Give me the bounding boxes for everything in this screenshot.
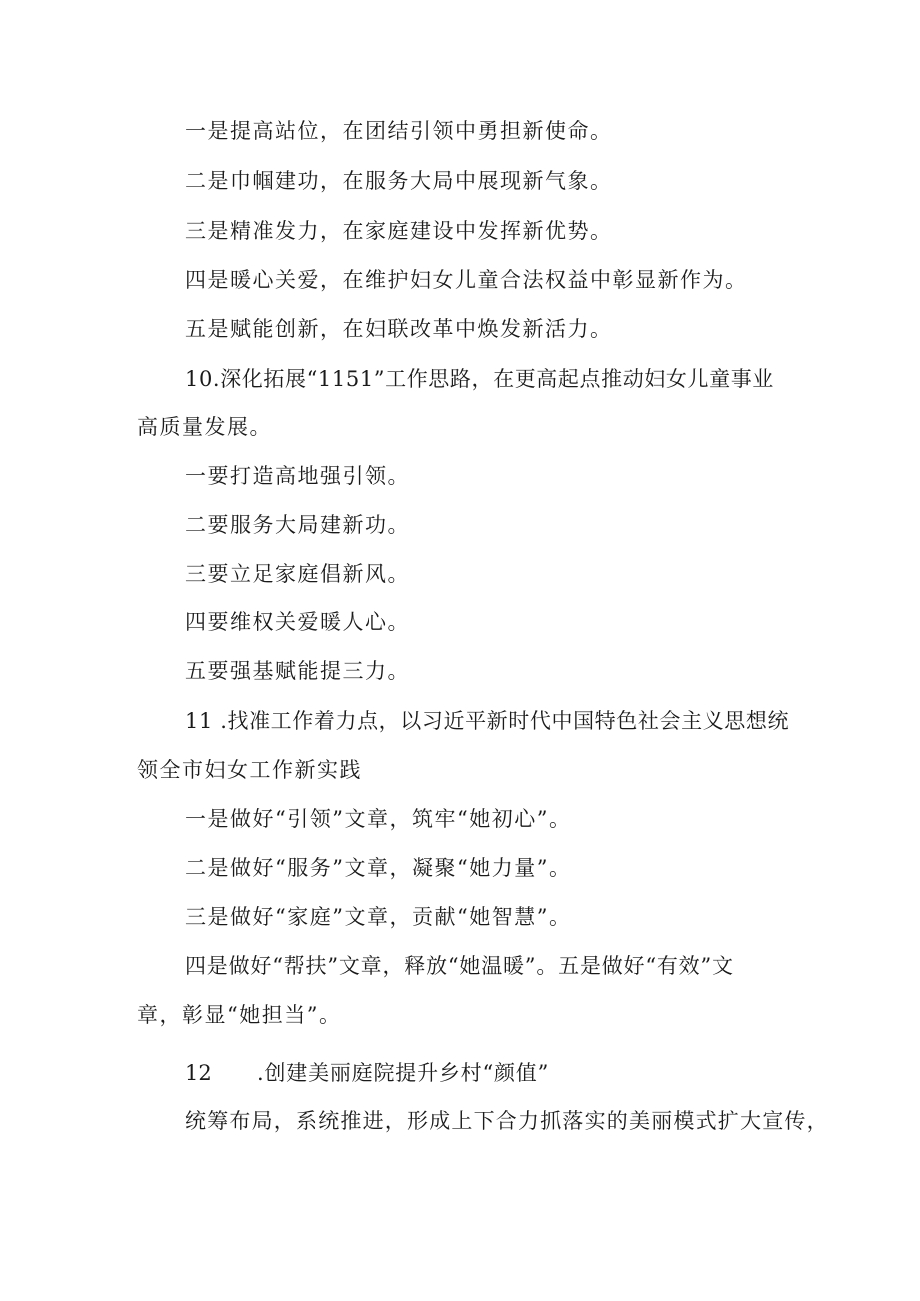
list-item: 二要服务大局建新功。 — [185, 513, 410, 537]
list-item: 三是做好“家庭”文章，贡献“她智慧”。 — [185, 905, 572, 929]
list-item-continued: 章，彰显“她担当”。 — [137, 1003, 342, 1027]
section-11-heading-continued: 领全市妇女工作新实践 — [137, 758, 362, 782]
section-12-heading: .创建美丽庭院提升乡村“颜值” — [257, 1061, 550, 1085]
list-item: 五是赋能创新，在妇联改革中焕发新活力。 — [185, 317, 613, 341]
list-item: 二是巾帼建功，在服务大局中展现新气象。 — [185, 169, 613, 193]
list-item: 四要维权关爱暖人心。 — [185, 610, 410, 634]
list-item: 三是精准发力，在家庭建设中发挥新优势。 — [185, 219, 613, 243]
section-11-heading: 11 .找准工作着力点，以习近平新时代中国特色社会主义思想统 — [185, 709, 790, 733]
section-10-heading: 10.深化拓展“1151”工作思路，在更高起点推动妇女儿童事业 — [185, 367, 774, 391]
list-item: 五要强基赋能提三力。 — [185, 659, 410, 683]
list-item: 一是提高站位，在团结引领中勇担新使命。 — [185, 119, 613, 143]
section-10-heading-continued: 高质量发展。 — [137, 415, 272, 439]
paragraph-text: 统筹布局，系统推进，形成上下合力抓落实的美丽模式扩大宣传， — [185, 1109, 829, 1133]
list-item: 四是做好“帮扶”文章，释放“她温暖”。五是做好“有效”文 — [185, 954, 734, 978]
list-item: 一是做好“引领”文章，筑牢“她初心”。 — [185, 807, 572, 831]
list-item: 二是做好“服务”文章，凝聚“她力量”。 — [185, 856, 572, 880]
list-item: 四是暖心关爱，在维护妇女儿童合法权益中彰显新作为。 — [185, 268, 748, 292]
list-item: 一要打造高地强引领。 — [185, 464, 410, 488]
section-12-number: 12 — [185, 1061, 212, 1085]
list-item: 三要立足家庭倡新风。 — [185, 562, 410, 586]
